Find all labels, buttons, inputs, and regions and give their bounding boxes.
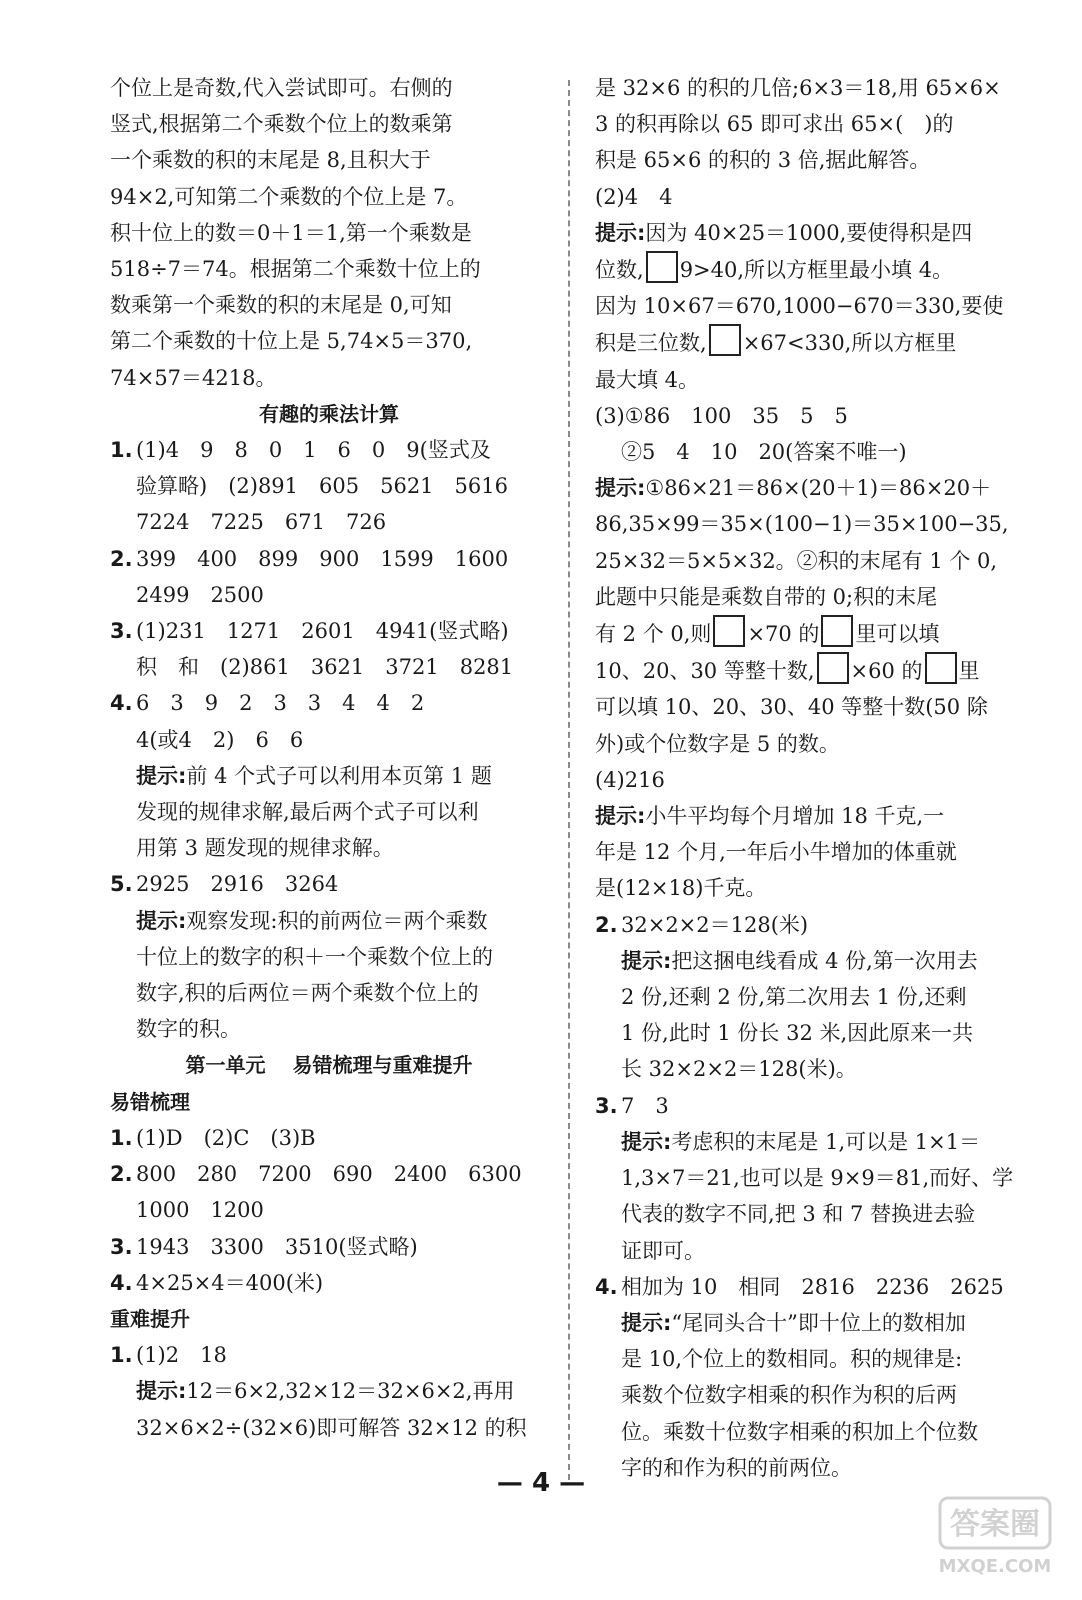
question-number: 1.	[110, 438, 133, 463]
question-number: 3.	[110, 1234, 133, 1259]
tip-line: 数字的积。	[136, 1017, 241, 1042]
tip-line	[595, 943, 1025, 979]
tip-line: 长 32×2×2＝128(米)。	[621, 1057, 857, 1082]
tip-text: 前 4 个式子可以利用本页第 1 题	[186, 763, 492, 788]
answer-line	[110, 613, 548, 649]
tip-line: 乘数个位数字相乘的积作为积的后两	[621, 1383, 957, 1408]
text-line: 518÷7＝74。根据第二个乘数十位上的	[110, 257, 481, 282]
watermark-logo	[936, 1492, 1054, 1582]
answer-text: 4×25×4＝400(米)	[136, 1270, 324, 1295]
text-line: 94×2,可知第二个乘数的个位上是 7。	[110, 184, 468, 209]
blank-box	[709, 324, 741, 356]
tip-line: 用第 3 题发现的规律求解。	[136, 836, 394, 861]
tip-line	[595, 652, 1025, 689]
watermark-top-text: 答案圈	[950, 1507, 1040, 1542]
text-line: 个位上是奇数,代入尝试即可。右侧的	[110, 76, 453, 100]
answer-text: 32×2×2＝128(米)	[621, 912, 809, 937]
tip-text: 里可以填	[855, 622, 940, 647]
tip-line: 字的和作为积的前两位。	[621, 1455, 852, 1480]
tip-text: “尾同头合十”即十位上的数相加	[671, 1310, 966, 1335]
answer-text: (1)4 9 8 0 1 6 0 9(竖式及	[136, 438, 491, 463]
tip-line: 25×32＝5×5×32。②积的末尾有 1 个 0,	[595, 548, 998, 573]
tip-line: 此题中只能是乘数自带的 0;积的末尾	[595, 584, 938, 609]
page-number: — 4 —	[496, 1468, 586, 1498]
answer-text: 1943 3300 3510(竖式略)	[136, 1234, 418, 1259]
tip-line	[110, 1373, 548, 1409]
tip-label: 提示:	[136, 908, 187, 933]
tip-text: 12＝6×2,32×12＝32×6×2,再用	[186, 1379, 515, 1404]
blank-box	[713, 615, 745, 647]
tip-line: 是(12×18)千克。	[595, 876, 767, 901]
answer-text: (1)2 18	[136, 1343, 227, 1368]
answer-line	[110, 866, 548, 902]
tip-text: 考虑积的末尾是 1,可以是 1×1＝	[671, 1129, 981, 1154]
tip-text: 小牛平均每个月增加 18 千克,一	[645, 804, 945, 829]
right-column	[595, 70, 1025, 1486]
text-line: 74×57＝4218。	[110, 365, 277, 390]
tip-line: 是 10,个位上的数相同。积的规律是:	[621, 1347, 963, 1372]
tip-text: 积是三位数,	[595, 331, 707, 356]
answer-line	[110, 1156, 548, 1192]
question-number: 3.	[595, 1093, 618, 1118]
key-difficulties-heading: 重难提升	[110, 1306, 190, 1331]
tip-label: 提示:	[595, 220, 646, 245]
question-number: 2.	[110, 1162, 133, 1187]
tip-text: 观察发现:积的前两位＝两个乘数	[186, 908, 488, 933]
tip-line: 32×6×2÷(32×6)即可解答 32×12 的积	[136, 1415, 527, 1440]
tip-text: 位数,	[595, 258, 644, 283]
answer-line	[110, 1120, 548, 1156]
tip-line	[595, 615, 1025, 652]
answer-text: 2925 2916 3264	[136, 872, 339, 897]
answer-line: 积 和 (2)861 3621 3721 8281	[136, 655, 514, 680]
question-number: 5.	[110, 872, 133, 897]
tip-text: 有 2 个 0,则	[595, 622, 712, 647]
tip-text: ×70 的	[747, 622, 820, 647]
tip-text: ×60 的	[850, 659, 923, 684]
answer-text: 800 280 7200 690 2400 6300	[136, 1162, 522, 1187]
answer-text: (1)D (2)C (3)B	[136, 1125, 316, 1150]
tip-label: 提示:	[621, 1310, 672, 1335]
tip-line	[595, 251, 1025, 288]
tip-text: 9>40,所以方框里最小填 4。	[679, 258, 954, 283]
question-number: 2.	[595, 912, 618, 937]
tip-text: 因为 40×25＝1000,要使得积是四	[645, 220, 973, 245]
tip-line: 发现的规律求解,最后两个式子可以利	[136, 800, 479, 825]
section-heading-fun: 有趣的乘法计算	[259, 401, 399, 426]
text-line: 是 32×6 的积的几倍;6×3＝18,用 65×6×	[595, 76, 1001, 100]
text-line: 3 的积再除以 65 即可求出 65×( )的	[595, 112, 954, 137]
answer-line	[595, 907, 1025, 943]
answer-line: (2)4 4	[595, 184, 673, 209]
easy-errors-heading: 易错梳理	[110, 1089, 190, 1114]
tip-line: 1 份,此时 1 份长 32 米,因此原来一共	[621, 1021, 974, 1046]
answer-text: 7 3	[621, 1093, 669, 1118]
column-divider	[568, 80, 570, 1480]
answer-line: 2499 2500	[136, 582, 264, 607]
tip-label: 提示:	[136, 763, 187, 788]
blank-box	[925, 652, 957, 684]
tip-line	[595, 324, 1025, 361]
blank-box	[821, 615, 853, 647]
answer-text: 6 3 9 2 3 3 4 4 2	[136, 691, 425, 716]
tip-label: 提示:	[595, 804, 646, 829]
tip-line: 外)或个位数字是 5 的数。	[595, 731, 840, 756]
tip-text: 10、20、30 等整十数,	[595, 659, 815, 684]
tip-line: 位。乘数十位数字相乘的积加上个位数	[621, 1419, 978, 1444]
tip-line: 证即可。	[621, 1238, 705, 1263]
tip-line	[595, 1124, 1025, 1160]
tip-line: 数字,积的后两位＝两个乘数个位上的	[136, 981, 479, 1006]
tip-label: 提示:	[621, 948, 672, 973]
question-number: 1.	[110, 1125, 133, 1150]
text-line: 一个乘数的积的末尾是 8,且积大于	[110, 148, 431, 173]
answer-text: 399 400 899 900 1599 1600	[136, 546, 509, 571]
tip-text: 把这捆电线看成 4 份,第一次用去	[671, 948, 978, 973]
answer-line: 4(或4 2) 6 6	[136, 727, 304, 752]
answer-line	[110, 1265, 548, 1301]
answer-text: (1)231 1271 2601 4941(竖式略)	[136, 619, 509, 644]
question-number: 4.	[110, 1270, 133, 1295]
answer-line: (3)①86 100 35 5 5	[595, 403, 848, 428]
answer-text: 相加为 10 相同 2816 2236 2625	[621, 1274, 1004, 1299]
tip-line	[110, 903, 548, 939]
left-column	[110, 70, 548, 1446]
tip-label: 提示:	[595, 476, 646, 501]
tip-line	[595, 215, 1025, 251]
text-line: 数乘第一个乘数的积的末尾是 0,可知	[110, 293, 452, 318]
tip-line	[595, 798, 1025, 834]
tip-line: 86,35×99＝35×(100−1)＝35×100−35,	[595, 512, 1009, 537]
answer-line	[110, 541, 548, 577]
tip-line: 因为 10×67＝670,1000−670＝330,要使	[595, 294, 1004, 319]
text-line: 竖式,根据第二个乘数个位上的数乘第	[110, 112, 453, 137]
answer-line	[110, 685, 548, 721]
question-number: 1.	[110, 1343, 133, 1368]
tip-text: 里	[958, 659, 980, 684]
answer-line	[110, 1229, 548, 1265]
tip-line: 1,3×7＝21,也可以是 9×9＝81,而好、学	[621, 1166, 1014, 1191]
text-line: 积十位上的数＝0＋1＝1,第一个乘数是	[110, 220, 472, 245]
answer-line: 1000 1200	[136, 1198, 264, 1223]
answer-line	[595, 1269, 1025, 1305]
answer-line	[110, 1337, 548, 1373]
answer-line: 验算略) (2)891 605 5621 5616	[136, 474, 508, 499]
text-line: 积是 65×6 的积的 3 倍,据此解答。	[595, 148, 931, 173]
tip-label: 提示:	[621, 1129, 672, 1154]
tip-line: 可以填 10、20、30、40 等整十数(50 除	[595, 695, 988, 720]
tip-line: 2 份,还剩 2 份,第二次用去 1 份,还剩	[621, 985, 967, 1010]
tip-line: 年是 12 个月,一年后小牛增加的体重就	[595, 840, 957, 865]
tip-line	[110, 758, 548, 794]
tip-text: ×67<330,所以方框里	[742, 331, 957, 356]
answer-line: (4)216	[595, 767, 665, 792]
blank-box	[646, 251, 678, 283]
unit-heading: 第一单元 易错梳理与重难提升	[185, 1053, 473, 1078]
watermark-bottom-text: MXQE.COM	[938, 1556, 1052, 1577]
question-number: 2.	[110, 546, 133, 571]
tip-line: 十位上的数字的积＋一个乘数个位上的	[136, 944, 493, 969]
answer-line	[595, 1088, 1025, 1124]
tip-label: 提示:	[136, 1379, 187, 1404]
tip-text: ①86×21＝86×(20＋1)＝86×20＋	[645, 476, 992, 501]
text-line: 第二个乘数的十位上是 5,74×5＝370,	[110, 329, 473, 354]
question-number: 4.	[110, 691, 133, 716]
answer-line: 7224 7225 671 726	[136, 510, 387, 535]
blank-box	[817, 652, 849, 684]
answer-line: ②5 4 10 20(答案不唯一)	[621, 440, 907, 465]
tip-line: 代表的数字不同,把 3 和 7 替换进去验	[621, 1202, 976, 1227]
tip-line	[595, 1305, 1025, 1341]
question-number: 3.	[110, 619, 133, 644]
answer-line	[110, 432, 548, 468]
question-number: 4.	[595, 1274, 618, 1299]
tip-line	[595, 470, 1025, 506]
tip-line: 最大填 4。	[595, 367, 700, 392]
